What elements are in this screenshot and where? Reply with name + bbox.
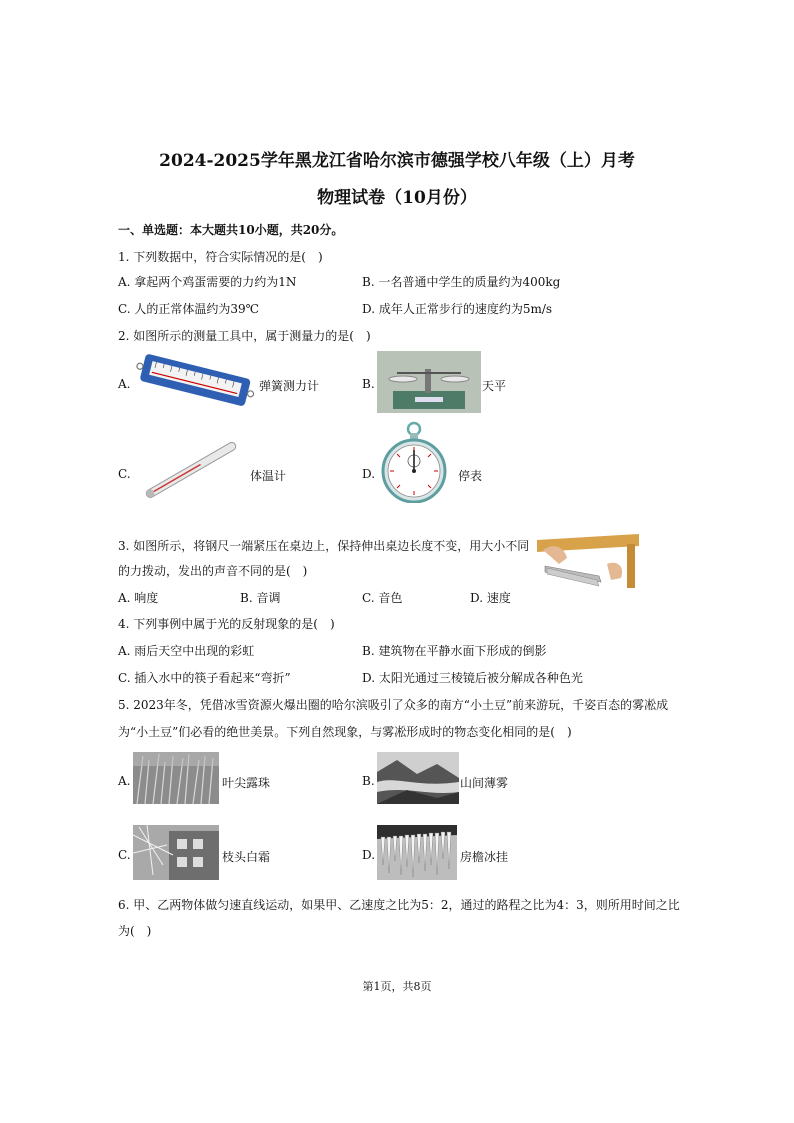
- steel-ruler-image: [537, 530, 639, 588]
- q4-option-a: A. 雨后天空中出现的彩虹: [118, 644, 255, 658]
- q5-stem-line2: 为“小土豆”们必看的绝世美景。下列自然现象，与雾凇形成时的物态变化相同的是( ): [118, 725, 572, 739]
- q3-stem-line2: 的力拨动，发出的声音不同的是( ): [118, 564, 308, 578]
- q6-stem-line1: 6. 甲、乙两物体做匀速直线运动，如果甲、乙速度之比为5：2，通过的路程之比为4：3，则所用时间之比: [118, 898, 680, 912]
- balance-scale-image: [377, 351, 481, 413]
- q1-option-c: C. 人的正常体温约为39℃: [118, 302, 260, 316]
- q5-option-a-letter: A.: [118, 774, 131, 788]
- q4-stem: 4. 下列事例中属于光的反射现象的是( ): [118, 617, 335, 631]
- q3-option-c: C. 音色: [362, 591, 403, 605]
- q5-option-b-label: 山间薄雾: [460, 776, 509, 790]
- q3-option-a: A. 响度: [118, 591, 159, 605]
- mountain-mist-image: [377, 752, 459, 804]
- q1-stem: 1. 下列数据中，符合实际情况的是( ): [118, 250, 323, 264]
- q2-option-d-label: 停表: [458, 469, 483, 483]
- stopwatch-image: [375, 421, 453, 503]
- q5-stem-line1: 5. 2023年冬，凭借冰雪资源火爆出圈的哈尔滨吸引了众多的南方“小土豆”前来游玩，千姿百态的雾凇成: [118, 698, 669, 712]
- q4-option-b: B. 建筑物在平静水面下形成的倒影: [362, 644, 547, 658]
- exam-title-line2: 物理试卷（10月份）: [317, 188, 477, 208]
- page-footer: 第1页，共8页: [362, 980, 432, 993]
- q5-option-c-letter: C.: [118, 848, 131, 862]
- q2-option-a-label: 弹簧测力计: [259, 379, 320, 393]
- spring-scale-image: [135, 346, 255, 416]
- icicles-image: [377, 825, 457, 880]
- q5-option-d-letter: D.: [362, 848, 376, 862]
- q3-stem-line1: 3. 如图所示，将钢尺一端紧压在桌边上，保持伸出桌边长度不变，用大小不同: [118, 539, 530, 553]
- q6-stem-line2: 为( ): [118, 924, 152, 938]
- q3-option-b: B. 音调: [240, 591, 281, 605]
- q2-stem: 2. 如图所示的测量工具中，属于测量力的是( ): [118, 329, 371, 343]
- q2-option-b-label: 天平: [482, 379, 507, 393]
- section-heading: 一、单选题：本大题共10小题，共20分。: [118, 223, 344, 237]
- q5-option-d-label: 房檐冰挂: [460, 850, 509, 864]
- dew-grass-image: [133, 752, 219, 804]
- q3-option-d: D. 速度: [470, 591, 511, 605]
- thermometer-image: [132, 438, 250, 502]
- exam-title-line1: 2024-2025学年黑龙江省哈尔滨市德强学校八年级（上）月考: [159, 151, 635, 171]
- q2-option-c-label: 体温计: [250, 469, 287, 483]
- q5-option-a-label: 叶尖露珠: [222, 776, 271, 790]
- q1-option-b: B. 一名普通中学生的质量约为400kg: [362, 275, 561, 289]
- q5-option-b-letter: B.: [362, 774, 375, 788]
- q4-option-c: C. 插入水中的筷子看起来“弯折”: [118, 671, 291, 685]
- frost-branch-image: [133, 825, 219, 880]
- q1-option-a: A. 拿起两个鸡蛋需要的力约为1N: [118, 275, 297, 289]
- q2-option-b-letter: B.: [362, 377, 375, 391]
- q2-option-c-letter: C.: [118, 467, 131, 481]
- q1-option-d: D. 成年人正常步行的速度约为5m/s: [362, 302, 553, 316]
- q4-option-d: D. 太阳光通过三棱镜后被分解成各种色光: [362, 671, 583, 685]
- q5-option-c-label: 枝头白霜: [222, 850, 271, 864]
- q2-option-d-letter: D.: [362, 467, 376, 481]
- q2-option-a-letter: A.: [118, 377, 131, 391]
